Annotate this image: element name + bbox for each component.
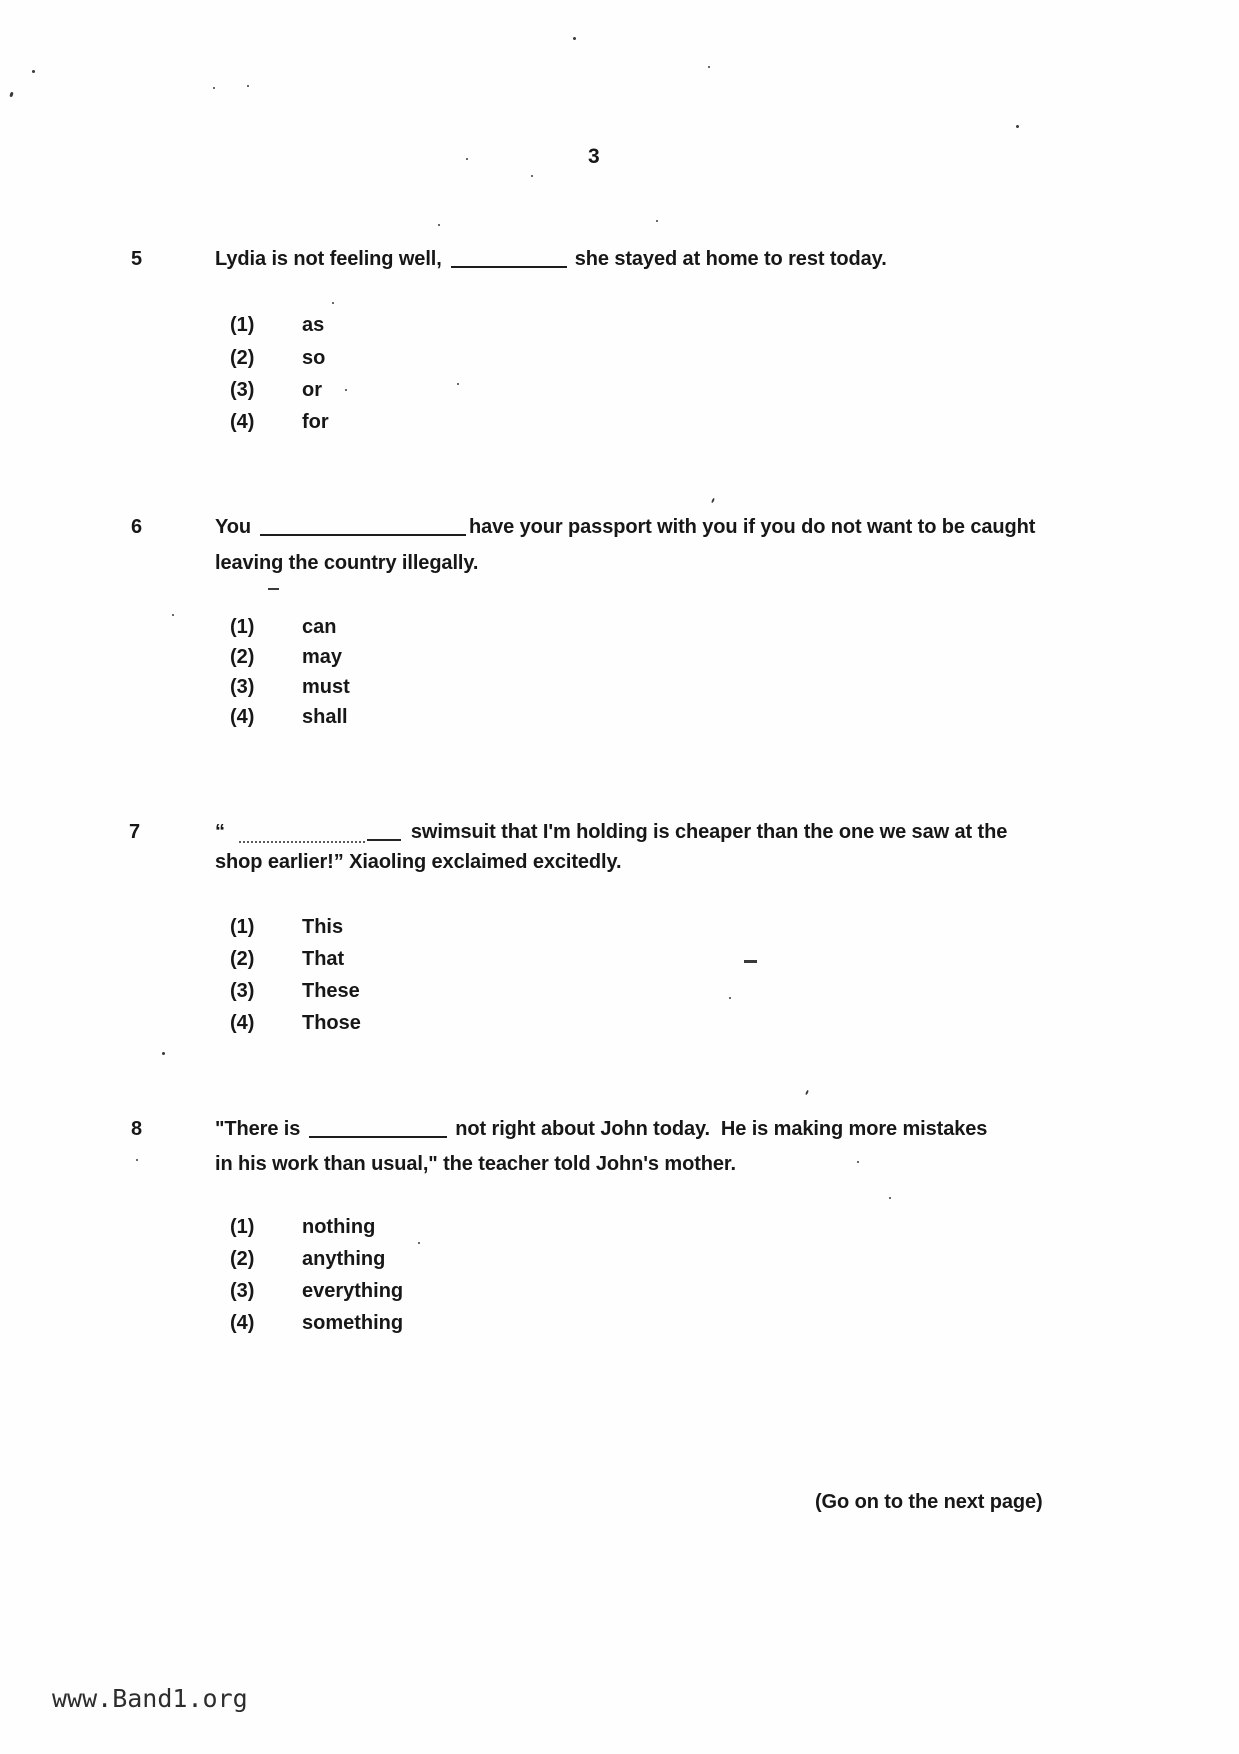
scan-speck [345,389,347,391]
question-text-post: she stayed at home to rest today. [574,248,887,270]
option-label: This [302,916,344,938]
option-marker: (3) [230,980,255,1002]
question-text-line1 [215,248,1215,271]
question-text-line2: shop earlier!” Xiaoling exclaimed excitedly. [215,851,622,873]
question-text-pre: Lydia is not feeling well, [215,248,442,270]
option-marker: (3) [230,1280,255,1302]
option-row [230,916,343,939]
scan-speck [136,1159,138,1161]
question-text-post: have your passport with you if you do not want to be caught [469,516,1036,538]
option-row [230,411,329,434]
option-row [230,948,344,971]
option-row [230,616,336,639]
option-marker: (4) [230,1012,255,1034]
scan-speck [32,70,35,73]
option-marker: (4) [230,411,255,433]
scan-speck [162,1052,165,1055]
option-label: so [302,347,326,369]
option-label: must [302,676,350,698]
option-row [230,1012,361,1035]
option-marker: (2) [230,948,255,970]
option-label: These [302,980,360,1002]
continue-note: (Go on to the next page) [815,1491,1043,1513]
option-marker: (4) [230,1312,255,1334]
option-row [230,646,342,669]
option-marker: (1) [230,314,255,336]
question-text-line1 [215,516,1215,539]
option-marker: (4) [230,706,255,728]
option-label: for [302,411,329,433]
option-label: shall [302,706,348,728]
option-marker: (1) [230,916,255,938]
option-row [230,1280,403,1303]
scan-speck [466,158,468,160]
option-row [230,1312,403,1335]
footer-url: www.Band1.org [52,1684,248,1713]
option-label: everything [302,1280,404,1302]
option-row [230,980,360,1003]
question-text-pre: “ [215,821,225,843]
scan-speck [744,960,757,963]
option-marker: (2) [230,646,255,668]
option-label: nothing [302,1216,376,1238]
question-text-pre: You [215,516,251,538]
scan-speck [857,1161,859,1163]
scan-speck [889,1197,891,1199]
option-marker: (3) [230,379,255,401]
answer-blank [451,266,567,268]
scan-speck [213,87,215,89]
scan-speck [438,224,440,226]
option-label: That [302,948,345,970]
option-row [230,379,322,402]
question-text-post: not right about John today. He is making more mistakes [455,1118,988,1140]
question-text-pre: "There is [215,1118,301,1140]
option-row [230,706,348,729]
option-label: something [302,1312,404,1334]
scan-speck [805,1090,809,1095]
option-row [230,347,325,370]
scan-speck [531,175,533,177]
scan-speck [1016,125,1019,128]
question-number: 5 [131,248,143,270]
scan-speck [9,92,13,98]
option-label: or [302,379,322,401]
question-number: 8 [131,1118,143,1140]
scan-speck [457,383,459,385]
option-marker: (3) [230,676,255,698]
option-marker: (1) [230,1216,255,1238]
scan-speck [711,498,715,503]
option-row [230,676,350,699]
option-label: anything [302,1248,386,1270]
question-text-line2: in his work than usual," the teacher told John's mother. [215,1153,736,1175]
scan-speck [573,37,576,40]
option-marker: (2) [230,1248,255,1270]
answer-blank-tail [367,839,401,841]
question-text-post: swimsuit that I'm holding is cheaper than the one we saw at the [410,821,1008,843]
page-number: 3 [588,145,601,168]
answer-blank-faint [239,831,365,843]
answer-blank [309,1136,447,1138]
scan-speck [247,85,249,87]
scan-speck [172,614,174,616]
option-label: can [302,616,337,638]
question-text-line1 [215,821,1215,844]
option-label: as [302,314,325,336]
question-number: 6 [131,516,143,538]
scan-speck [332,302,334,304]
question-text-line2: leaving the country illegally. [215,552,479,574]
option-label: Those [302,1012,361,1034]
answer-blank [260,534,466,536]
option-row [230,1248,385,1271]
option-marker: (2) [230,347,255,369]
option-row [230,1216,375,1239]
scan-speck [729,997,731,999]
option-label: may [302,646,343,668]
scan-speck [418,1242,420,1244]
scan-speck [268,588,279,590]
option-row [230,314,324,337]
scan-speck [708,66,710,68]
option-marker: (1) [230,616,255,638]
scan-speck [656,220,658,222]
question-text-line1 [215,1118,1215,1141]
question-number: 7 [129,821,141,843]
